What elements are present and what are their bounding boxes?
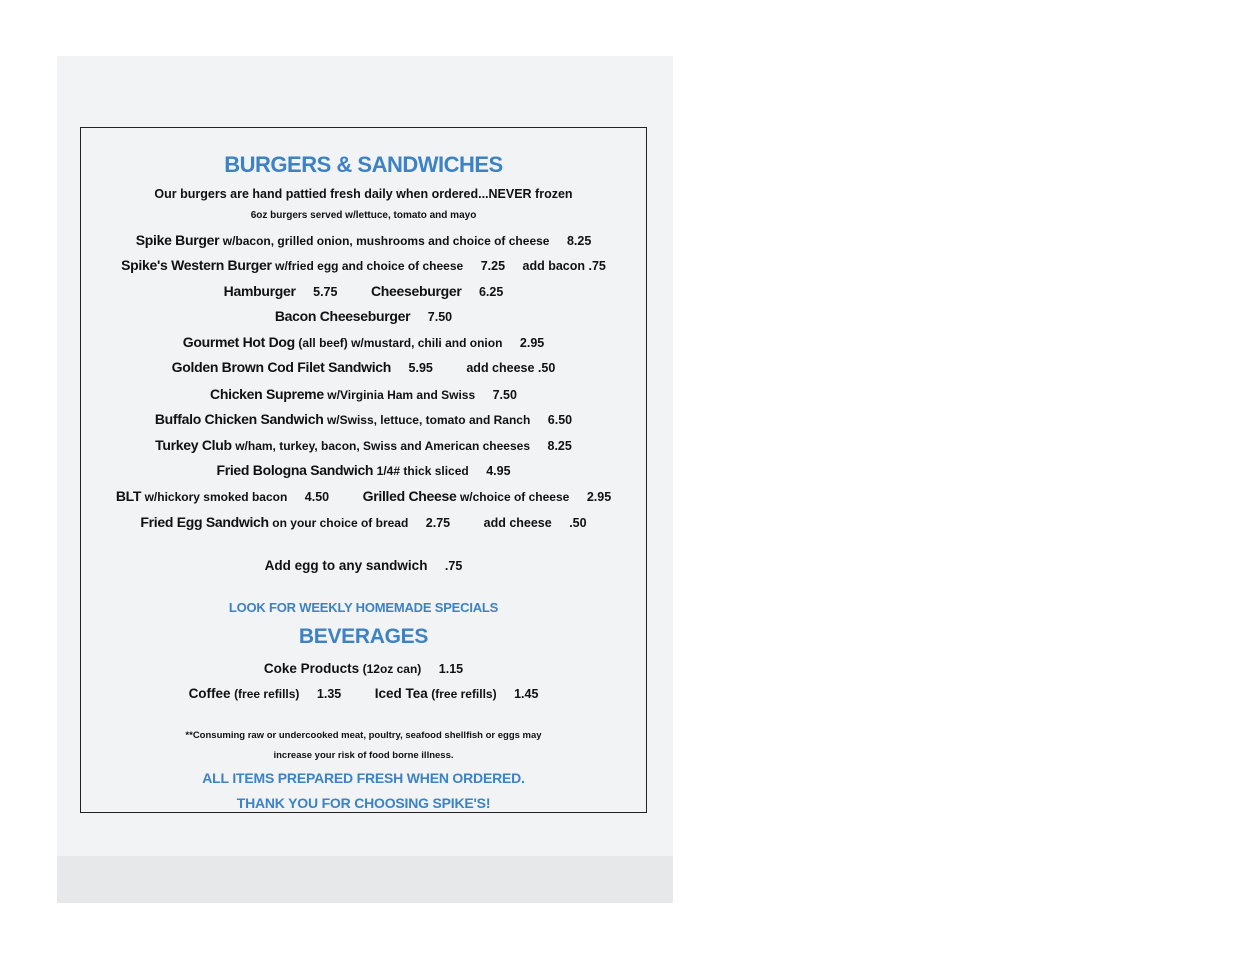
item-name: Fried Bologna Sandwich bbox=[216, 462, 374, 478]
beverage-coke bbox=[80, 661, 647, 677]
coffee-desc: (free refills) bbox=[234, 687, 300, 701]
coffee-price: 1.35 bbox=[316, 687, 342, 701]
item-name: Bacon Cheeseburger bbox=[274, 308, 411, 324]
menu-item-chicken-supreme bbox=[80, 386, 647, 403]
item-addon-label: add cheese bbox=[483, 516, 552, 530]
menu-item-bacon-cheeseburger bbox=[80, 308, 647, 325]
item-desc: 1/4# thick sliced bbox=[376, 464, 469, 478]
item-price: 7.25 bbox=[480, 259, 506, 273]
item-desc: w/fried egg and choice of cheese bbox=[275, 259, 464, 273]
grilled-cheese-price: 2.95 bbox=[586, 490, 612, 504]
item-price: 2.95 bbox=[519, 336, 545, 350]
menu-item-western-burger bbox=[80, 257, 647, 274]
item-desc: w/bacon, grilled onion, mushrooms and choice of cheese bbox=[222, 234, 550, 248]
intro-note: 6oz burgers served w/lettuce, tomato and mayo bbox=[250, 210, 477, 221]
item-addon: add cheese .50 bbox=[466, 361, 556, 375]
item-desc: w/Virginia Ham and Swiss bbox=[327, 388, 476, 402]
item-price: 5.95 bbox=[408, 361, 433, 375]
item-name: Spike's Western Burger bbox=[121, 257, 272, 273]
grilled-cheese-desc: w/choice of cheese bbox=[459, 490, 570, 504]
footer-line-1: ALL ITEMS PREPARED FRESH WHEN ORDERED. bbox=[202, 770, 525, 786]
item-price: 8.25 bbox=[566, 234, 592, 248]
blt-name: BLT bbox=[115, 488, 142, 504]
item-price: 6.50 bbox=[547, 413, 573, 427]
disclaimer-line-1: **Consuming raw or undercooked meat, poultry, seafood shellfish or eggs may bbox=[185, 730, 542, 741]
iced-tea-desc: (free refills) bbox=[431, 687, 497, 701]
bev-price: 1.15 bbox=[438, 662, 464, 676]
item-price: 7.50 bbox=[492, 388, 517, 402]
item-name: Fried Egg Sandwich bbox=[140, 514, 269, 530]
item-addon-price: .50 bbox=[569, 516, 587, 530]
item-name: Golden Brown Cod Filet Sandwich bbox=[171, 359, 392, 375]
menu-item-egg-sandwich bbox=[80, 514, 647, 531]
item-name: Chicken Supreme bbox=[210, 386, 324, 402]
paper-bottom-strip bbox=[57, 856, 673, 903]
add-egg-line bbox=[80, 558, 647, 574]
menu-item-buffalo bbox=[80, 411, 647, 428]
item-price: 8.25 bbox=[547, 439, 572, 453]
add-egg-label: Add egg to any sandwich bbox=[264, 558, 428, 573]
blt-price: 4.50 bbox=[304, 490, 330, 504]
menu-item-cod bbox=[80, 359, 647, 376]
item-desc: on your choice of bread bbox=[272, 516, 409, 530]
menu-item-hamburger-cheeseburger bbox=[80, 283, 647, 300]
menu-item-bologna bbox=[80, 462, 647, 479]
bev-desc: (12oz can) bbox=[362, 662, 422, 676]
item-name: Turkey Club bbox=[155, 437, 232, 453]
item-price: 4.95 bbox=[486, 464, 511, 478]
iced-tea-name: Iced Tea bbox=[374, 686, 428, 701]
item-addon: add bacon .75 bbox=[522, 259, 606, 273]
cheeseburger-name: Cheeseburger bbox=[370, 283, 462, 299]
menu-title: BURGERS & SANDWICHES bbox=[224, 152, 503, 177]
blt-desc: w/hickory smoked bacon bbox=[144, 490, 288, 504]
item-desc: w/ham, turkey, bacon, Swiss and American cheeses bbox=[235, 439, 531, 453]
grilled-cheese-name: Grilled Cheese bbox=[362, 488, 457, 504]
item-desc: w/Swiss, lettuce, tomato and Ranch bbox=[326, 413, 531, 427]
item-name: Buffalo Chicken Sandwich bbox=[154, 411, 324, 427]
item-price: 2.75 bbox=[425, 516, 451, 530]
add-egg-price: .75 bbox=[444, 559, 463, 573]
hamburger-name: Hamburger bbox=[223, 283, 296, 299]
intro-text: Our burgers are hand pattied fresh daily when ordered...NEVER frozen bbox=[154, 187, 573, 201]
beverage-coffee-tea bbox=[80, 686, 647, 702]
menu-item-blt-grilled-cheese bbox=[80, 488, 647, 505]
menu-item-spike-burger bbox=[80, 232, 647, 249]
item-desc: (all beef) w/mustard, chili and onion bbox=[298, 336, 503, 350]
disclaimer-line-2: increase your risk of food borne illness. bbox=[273, 750, 454, 761]
beverages-title: BEVERAGES bbox=[298, 625, 429, 648]
item-price: 7.50 bbox=[427, 310, 453, 324]
bev-name: Coke Products bbox=[263, 661, 360, 676]
item-name: Spike Burger bbox=[135, 232, 220, 248]
hamburger-price: 5.75 bbox=[313, 285, 338, 299]
menu-item-turkey-club bbox=[80, 437, 647, 454]
menu-item-hot-dog bbox=[80, 334, 647, 351]
item-name: Gourmet Hot Dog bbox=[182, 334, 295, 350]
coffee-name: Coffee bbox=[188, 686, 231, 701]
cheeseburger-price: 6.25 bbox=[478, 285, 504, 299]
iced-tea-price: 1.45 bbox=[514, 687, 539, 701]
specials-banner: LOOK FOR WEEKLY HOMEMADE SPECIALS bbox=[228, 600, 499, 615]
footer-line-2: THANK YOU FOR CHOOSING SPIKE'S! bbox=[236, 795, 491, 811]
